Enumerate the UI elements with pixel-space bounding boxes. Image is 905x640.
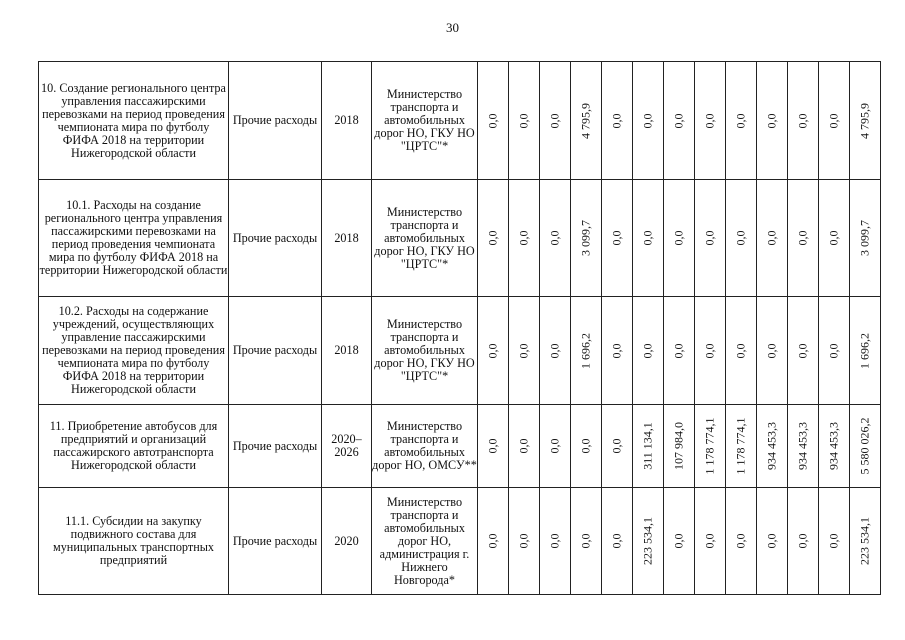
value-text: 1 178 774,1	[702, 417, 717, 475]
row-expense-type: Прочие расходы	[229, 488, 322, 595]
value-text: 0,0	[733, 230, 748, 246]
row-total-cell	[850, 62, 881, 180]
value-text: 934 453,3	[826, 422, 841, 470]
row-value-cell	[478, 62, 509, 180]
row-value-cell	[633, 180, 664, 297]
value-text: 0,0	[547, 533, 562, 549]
table-row	[39, 405, 881, 488]
value-text: 3 099,7	[578, 220, 593, 256]
row-value-cell	[664, 297, 695, 405]
value-text: 0,0	[795, 343, 810, 358]
value-text: 0,0	[609, 533, 624, 549]
value-text: 0,0	[485, 113, 500, 128]
row-value-cell	[819, 62, 850, 180]
value-text: 0,0	[547, 438, 562, 454]
value-text: 0,0	[764, 230, 779, 246]
row-total-cell	[850, 297, 881, 405]
row-expense-type: Прочие расходы	[229, 180, 322, 297]
row-value-cell	[633, 297, 664, 405]
value-text: 0,0	[764, 113, 779, 128]
value-text: 1 178 774,1	[733, 417, 748, 475]
row-value-cell	[540, 405, 571, 488]
table-row	[39, 488, 881, 595]
row-name: 10.2. Расходы на содержание учреждений, осуществляющих управление пассажирскими перевозками на период проведения чемпионата мира по футболу ФИФА 2018 на территории Нижегородской области	[39, 297, 229, 405]
value-text: 0,0	[826, 230, 841, 246]
row-value-cell	[478, 488, 509, 595]
row-value-cell	[726, 62, 757, 180]
row-executor: Министерство транспорта и автомобильных дорог НО, ГКУ НО "ЦРТС"*	[372, 62, 478, 180]
row-name: 11. Приобретение автобусов для предприятий и организаций пассажирского автотранспорта Нижегородской области	[39, 405, 229, 488]
value-text: 0,0	[485, 230, 500, 246]
row-value-cell	[478, 180, 509, 297]
value-text: 0,0	[485, 438, 500, 454]
table-row	[39, 62, 881, 180]
row-value-cell	[788, 62, 819, 180]
row-value-cell	[509, 62, 540, 180]
value-text: 4 795,9	[857, 102, 872, 139]
row-value-cell	[664, 180, 695, 297]
value-text: 0,0	[547, 230, 562, 246]
row-name: 11.1. Субсидии на закупку подвижного состава для муниципальных транспортных предприятий	[39, 488, 229, 595]
row-value-cell	[819, 405, 850, 488]
row-value-cell	[509, 297, 540, 405]
row-value-cell	[788, 405, 819, 488]
row-year: 2018	[322, 62, 372, 180]
value-text: 1 696,2	[578, 332, 593, 369]
value-text: 0,0	[516, 533, 531, 549]
value-text: 0,0	[795, 230, 810, 246]
row-value-cell	[602, 180, 633, 297]
row-value-cell	[664, 488, 695, 595]
row-value-cell	[478, 405, 509, 488]
value-text: 934 453,3	[795, 422, 810, 470]
row-value-cell	[602, 488, 633, 595]
row-total-cell	[850, 405, 881, 488]
row-value-cell	[571, 297, 602, 405]
value-text: 0,0	[702, 113, 717, 128]
row-value-cell	[633, 62, 664, 180]
value-text: 0,0	[609, 343, 624, 358]
row-expense-type: Прочие расходы	[229, 62, 322, 180]
value-text: 0,0	[795, 113, 810, 128]
row-value-cell	[695, 488, 726, 595]
row-total-cell	[850, 180, 881, 297]
row-value-cell	[633, 405, 664, 488]
row-value-cell	[819, 297, 850, 405]
value-text: 0,0	[609, 230, 624, 246]
row-value-cell	[509, 405, 540, 488]
row-value-cell	[509, 180, 540, 297]
value-text: 0,0	[516, 438, 531, 454]
row-value-cell	[788, 488, 819, 595]
value-text: 0,0	[485, 533, 500, 549]
row-value-cell	[540, 488, 571, 595]
value-text: 0,0	[609, 438, 624, 454]
row-value-cell	[695, 62, 726, 180]
row-value-cell	[602, 62, 633, 180]
row-value-cell	[478, 297, 509, 405]
row-expense-type: Прочие расходы	[229, 297, 322, 405]
row-value-cell	[819, 488, 850, 595]
row-value-cell	[726, 297, 757, 405]
value-text: 0,0	[671, 533, 686, 549]
row-value-cell	[726, 405, 757, 488]
value-text: 0,0	[671, 343, 686, 358]
row-value-cell	[757, 297, 788, 405]
value-text: 0,0	[485, 343, 500, 358]
value-text: 0,0	[578, 533, 593, 549]
row-value-cell	[726, 180, 757, 297]
row-executor: Министерство транспорта и автомобильных дорог НО, администрация г. Нижнего Новгорода*	[372, 488, 478, 595]
value-text: 0,0	[578, 438, 593, 454]
value-text: 5 580 026,2	[857, 417, 872, 475]
row-year: 2018	[322, 180, 372, 297]
row-value-cell	[695, 405, 726, 488]
value-text: 3 099,7	[857, 220, 872, 256]
budget-table	[38, 61, 881, 595]
row-value-cell	[571, 62, 602, 180]
row-value-cell	[571, 405, 602, 488]
row-value-cell	[819, 180, 850, 297]
row-value-cell	[757, 488, 788, 595]
row-total-cell	[850, 488, 881, 595]
value-text: 0,0	[826, 113, 841, 128]
value-text: 0,0	[733, 113, 748, 128]
value-text: 0,0	[640, 230, 655, 246]
row-name: 10.1. Расходы на создание регионального центра управления пассажирскими перевозками на период проведения чемпионата мира по футболу ФИФА 2018 на территории Нижегородской области	[39, 180, 229, 297]
row-value-cell	[788, 180, 819, 297]
table-row	[39, 180, 881, 297]
table-row	[39, 297, 881, 405]
row-value-cell	[602, 405, 633, 488]
row-name: 10. Создание регионального центра управления пассажирскими перевозками на период проведения чемпионата мира по футболу ФИФА 2018 на территории Нижегородской области	[39, 62, 229, 180]
row-value-cell	[509, 488, 540, 595]
row-year: 2020	[322, 488, 372, 595]
row-expense-type: Прочие расходы	[229, 405, 322, 488]
row-value-cell	[757, 405, 788, 488]
row-executor: Министерство транспорта и автомобильных дорог НО, ОМСУ**	[372, 405, 478, 488]
row-value-cell	[540, 62, 571, 180]
value-text: 0,0	[547, 113, 562, 128]
value-text: 0,0	[671, 230, 686, 246]
value-text: 0,0	[671, 113, 686, 128]
value-text: 0,0	[702, 230, 717, 246]
page-number: 30	[446, 20, 459, 35]
value-text: 223 534,1	[640, 517, 655, 565]
value-text: 0,0	[609, 113, 624, 128]
row-value-cell	[540, 180, 571, 297]
value-text: 0,0	[795, 533, 810, 549]
row-value-cell	[757, 180, 788, 297]
row-year: 2020–2026	[322, 405, 372, 488]
row-value-cell	[695, 297, 726, 405]
value-text: 1 696,2	[857, 332, 872, 369]
value-text: 0,0	[826, 533, 841, 549]
value-text: 0,0	[547, 343, 562, 358]
row-executor: Министерство транспорта и автомобильных дорог НО, ГКУ НО "ЦРТС"*	[372, 180, 478, 297]
row-value-cell	[602, 297, 633, 405]
value-text: 0,0	[764, 533, 779, 549]
row-year: 2018	[322, 297, 372, 405]
row-value-cell	[571, 180, 602, 297]
row-executor: Министерство транспорта и автомобильных дорог НО, ГКУ НО "ЦРТС"*	[372, 297, 478, 405]
value-text: 0,0	[702, 343, 717, 358]
value-text: 107 984,0	[671, 422, 686, 470]
value-text: 223 534,1	[857, 517, 872, 565]
value-text: 0,0	[733, 533, 748, 549]
row-value-cell	[664, 405, 695, 488]
row-value-cell	[788, 297, 819, 405]
value-text: 0,0	[516, 113, 531, 128]
value-text: 0,0	[516, 230, 531, 246]
value-text: 0,0	[702, 533, 717, 549]
value-text: 4 795,9	[578, 102, 593, 139]
value-text: 0,0	[640, 113, 655, 128]
value-text: 311 134,1	[640, 422, 655, 470]
row-value-cell	[540, 297, 571, 405]
row-value-cell	[633, 488, 664, 595]
row-value-cell	[571, 488, 602, 595]
row-value-cell	[664, 62, 695, 180]
value-text: 0,0	[640, 343, 655, 358]
value-text: 934 453,3	[764, 422, 779, 470]
row-value-cell	[726, 488, 757, 595]
value-text: 0,0	[516, 343, 531, 358]
row-value-cell	[695, 180, 726, 297]
row-value-cell	[757, 62, 788, 180]
value-text: 0,0	[764, 343, 779, 358]
value-text: 0,0	[733, 343, 748, 358]
value-text: 0,0	[826, 343, 841, 358]
